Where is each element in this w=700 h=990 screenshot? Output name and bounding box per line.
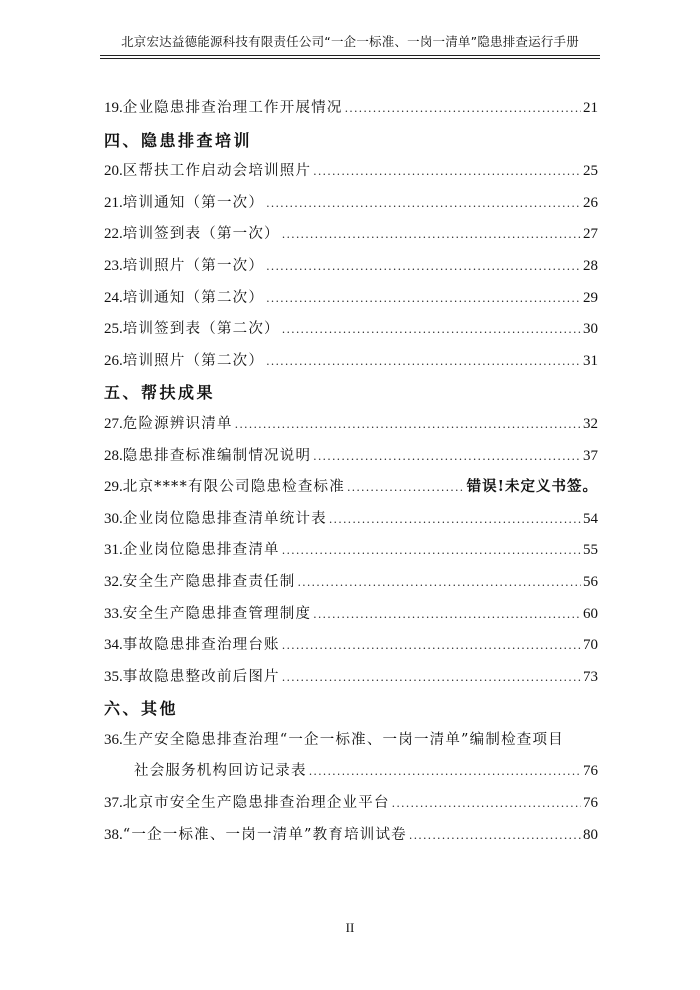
entry-page: 54: [583, 510, 598, 527]
toc-entry-19[interactable]: [104, 96, 598, 128]
entry-number: 34.: [104, 637, 123, 654]
entry-number: 38.: [104, 826, 123, 843]
entry-title-line1: 生产安全隐患排查治理“一企一标准、一岗一清单”编制检查项目: [122, 731, 564, 748]
dot-leader: [409, 829, 581, 842]
toc-entry-25[interactable]: [104, 317, 598, 349]
dot-leader: [347, 481, 465, 494]
entry-title: 培训签到表（第一次）: [122, 226, 280, 243]
entry-page: 73: [583, 668, 598, 685]
entry-number: 26.: [104, 352, 123, 369]
toc-entry-38[interactable]: [104, 823, 598, 855]
dot-leader: [392, 797, 581, 810]
toc-entry-23[interactable]: [104, 254, 598, 286]
entry-title: 安全生产隐患排查责任制: [122, 573, 296, 590]
toc-entry-29[interactable]: [104, 475, 598, 507]
entry-page: 80: [583, 826, 598, 843]
entry-number: 20.: [104, 163, 123, 180]
entry-title: 北京市安全生产隐患排查治理企业平台: [122, 795, 390, 812]
entry-page: 60: [583, 605, 598, 622]
dot-leader: [309, 765, 581, 778]
entry-page: 70: [583, 637, 598, 654]
entry-number: 37.: [104, 795, 123, 812]
toc-entry-32[interactable]: [104, 570, 598, 602]
entry-title: “一企一标准、一岗一清单”教育培训试卷: [122, 826, 407, 843]
entry-page: 21: [583, 100, 598, 116]
dot-leader: [266, 260, 581, 273]
header-rule: [100, 55, 600, 56]
entry-second-line: [104, 759, 598, 791]
entry-title: 培训照片（第二次）: [122, 352, 265, 369]
toc-entry-22[interactable]: [104, 222, 598, 254]
entry-page: 30: [583, 321, 598, 338]
dot-leader: [313, 608, 581, 621]
toc-entry-31[interactable]: [104, 538, 598, 570]
entry-number: 35.: [104, 668, 123, 685]
entry-number: 29.: [104, 479, 123, 496]
entry-page: 37: [583, 447, 598, 464]
entry-title: 安全生产隐患排查管理制度: [122, 605, 312, 622]
entry-title: 区帮扶工作启动会培训照片: [122, 163, 312, 180]
entry-number: 27.: [104, 415, 123, 432]
entry-number: 31.: [104, 542, 123, 559]
entry-title: 企业岗位隐患排查清单: [122, 542, 280, 559]
entry-first-line: [104, 728, 598, 760]
entry-page: 76: [583, 795, 598, 812]
entry-number: 30.: [104, 510, 123, 527]
entry-page: 56: [583, 573, 598, 590]
toc-entry-33[interactable]: [104, 602, 598, 634]
entry-page: 32: [583, 415, 598, 432]
dot-leader: [235, 418, 581, 431]
entry-title: 培训通知（第二次）: [122, 289, 265, 306]
section-heading-4[interactable]: 四、隐患排查培训: [104, 130, 253, 150]
entry-number: 24.: [104, 289, 123, 306]
toc-entry-37[interactable]: [104, 791, 598, 823]
dot-leader: [282, 323, 581, 336]
entry-page: 76: [583, 763, 598, 780]
entry-title: 培训签到表（第二次）: [122, 321, 280, 338]
entry-number: 36.: [104, 731, 123, 748]
entry-number: 32.: [104, 573, 123, 590]
entry-title: 隐患排查标准编制情况说明: [122, 447, 312, 464]
dot-leader: [266, 292, 581, 305]
entry-title: 危险源辨识清单: [122, 415, 233, 432]
toc-entry-20[interactable]: [104, 159, 598, 191]
toc-entry-24[interactable]: [104, 286, 598, 318]
dot-leader: [297, 576, 581, 589]
entry-page: 55: [583, 542, 598, 559]
entry-title: 事故隐患排查治理台账: [122, 637, 280, 654]
entry-number: 21.: [104, 194, 123, 211]
entry-page: 27: [583, 226, 598, 243]
dot-leader: [282, 671, 581, 684]
entry-title: 企业岗位隐患排查清单统计表: [122, 510, 327, 527]
entry-number: 22.: [104, 226, 123, 243]
header-rule-double: [100, 58, 600, 59]
table-of-contents: [104, 96, 598, 854]
toc-entry-35[interactable]: [104, 665, 598, 697]
entry-number: 33.: [104, 605, 123, 622]
entry-number: 25.: [104, 321, 123, 338]
entry-title: 北京****有限公司隐患检查标准: [122, 479, 345, 496]
running-header: 北京宏达益德能源科技有限责任公司“一企一标准、一岗一清单”隐患排查运行手册: [121, 34, 579, 49]
entry-page: 25: [583, 163, 598, 180]
page-number: II: [345, 920, 355, 935]
entry-title: 培训照片（第一次）: [122, 257, 265, 274]
entry-title: 培训通知（第一次）: [122, 194, 265, 211]
entry-number: 28.: [104, 447, 123, 464]
dot-leader: [313, 450, 581, 463]
entry-title: 事故隐患整改前后图片: [122, 668, 280, 685]
entry-page: 29: [583, 289, 598, 306]
entry-title: 企业隐患排查治理工作开展情况: [122, 100, 343, 116]
toc-entry-34[interactable]: [104, 633, 598, 665]
section-heading-5[interactable]: 五、帮扶成果: [104, 383, 216, 403]
dot-leader: [329, 513, 581, 526]
dot-leader: [266, 197, 581, 210]
toc-entry-36[interactable]: [104, 728, 598, 791]
dot-leader: [282, 544, 581, 557]
toc-entry-28[interactable]: [104, 444, 598, 476]
dot-leader: [282, 639, 581, 652]
toc-entry-27[interactable]: [104, 412, 598, 444]
section-heading-6[interactable]: 六、其他: [104, 699, 179, 719]
entry-page: 26: [583, 194, 598, 211]
entry-title-line2: 社会服务机构回访记录表: [134, 763, 307, 780]
entry-number: 19.: [104, 100, 123, 116]
entry-page: 28: [583, 257, 598, 274]
toc-entry-21[interactable]: [104, 191, 598, 223]
dot-leader: [282, 228, 581, 241]
entry-number: 23.: [104, 257, 123, 274]
entry-page: 31: [583, 352, 598, 369]
bookmark-error-text: 错误!未定义书签。: [466, 478, 598, 496]
dot-leader: [313, 165, 581, 178]
toc-entry-26[interactable]: [104, 349, 598, 381]
toc-entry-30[interactable]: [104, 507, 598, 539]
dot-leader: [266, 355, 581, 368]
dot-leader: [345, 102, 581, 115]
